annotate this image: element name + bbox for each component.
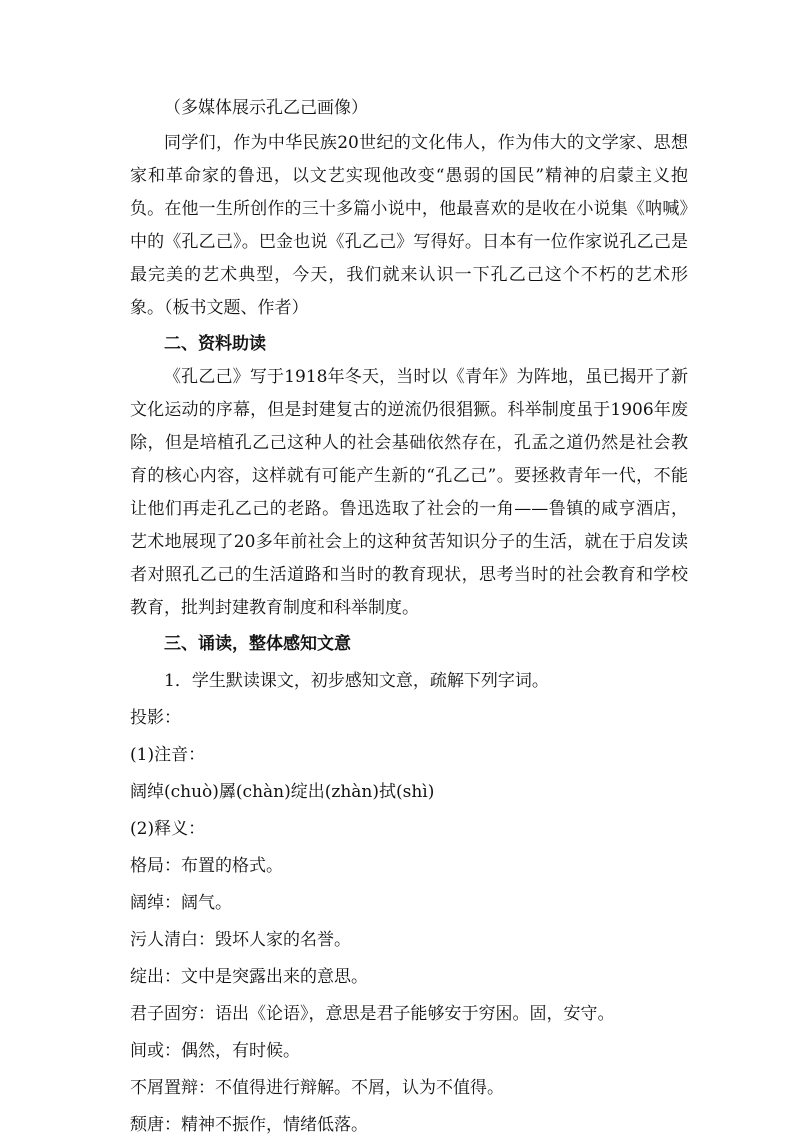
projection-label: 投影： [130, 708, 181, 728]
definition-item: 不屑置辩：不值得进行辩解。不屑，认为不值得。 [130, 1078, 504, 1098]
pronunciation-label: (1)注音： [130, 745, 206, 765]
definition-item: 间或：偶然，有时候。 [130, 1041, 300, 1061]
step-1-instruction: 1．学生默读课文，初步感知文意，疏解下列字词。 [164, 671, 549, 691]
section-heading-reference-reading: 二、资料助读 [164, 334, 266, 354]
definition-item: 君子固穷：语出《论语》，意思是君子能够安于穷困。固，安守。 [130, 1004, 615, 1024]
definition-item: 污人清白：毁坏人家的名誉。 [130, 930, 351, 950]
document-body [130, 92, 688, 1142]
section-heading-recitation: 三、诵读，整体感知文意 [164, 634, 351, 654]
definition-item: 颓唐：精神不振作，情绪低落。 [130, 1115, 368, 1135]
definition-label: (2)释义： [130, 819, 206, 839]
definition-item: 格局：布置的格式。 [130, 856, 283, 876]
intro-paragraph: 同学们，作为中华民族20世纪的文化伟人，作为伟大的文学家、思想家和革命家的鲁迅，以文艺实现他改变“愚弱的国民”精神的启蒙主义抱负。在他一生所创作的三十多篇小说中，他最喜欢的是收在小说集《呐喊》中的《孔乙己》。巴金也说《孔乙己》写得好。日本有一位作家说孔乙己是最完美的艺术典型，今天，我们就来认识一下孔乙己这个不朽的艺术形象。（板书文题、作者） [130, 133, 688, 318]
multimedia-caption: （多媒体展示孔乙己画像） [164, 98, 368, 118]
reference-reading-paragraph: 《孔乙己》写于1918年冬天，当时以《青年》为阵地，虽已揭开了新文化运动的序幕，但是封建复古的逆流仍很猖獗。科举制度虽于1906年废除，但是培植孔乙己这种人的社会基础依然存在，孔孟之道仍然是社会教育的核心内容，这样就有可能产生新的“孔乙己”。要拯救青年一代，不能让他们再走孔乙己的老路。鲁迅选取了社会的一角——鲁镇的咸亨酒店，艺术地展现了20多年前社会上的这种贫苦知识分子的生活，就在于启发读者对照孔乙己的生活道路和当时的教育现状，思考当时的社会教育和学校教育，批判封建教育制度和科举制度。 [130, 367, 688, 618]
definition-item: 阔绰：阔气。 [130, 893, 232, 913]
definition-item: 绽出：文中是突露出来的意思。 [130, 967, 368, 987]
pronunciation-line: 阔绰(chuò)羼(chàn)绽出(zhàn)拭(shì) [130, 782, 435, 802]
